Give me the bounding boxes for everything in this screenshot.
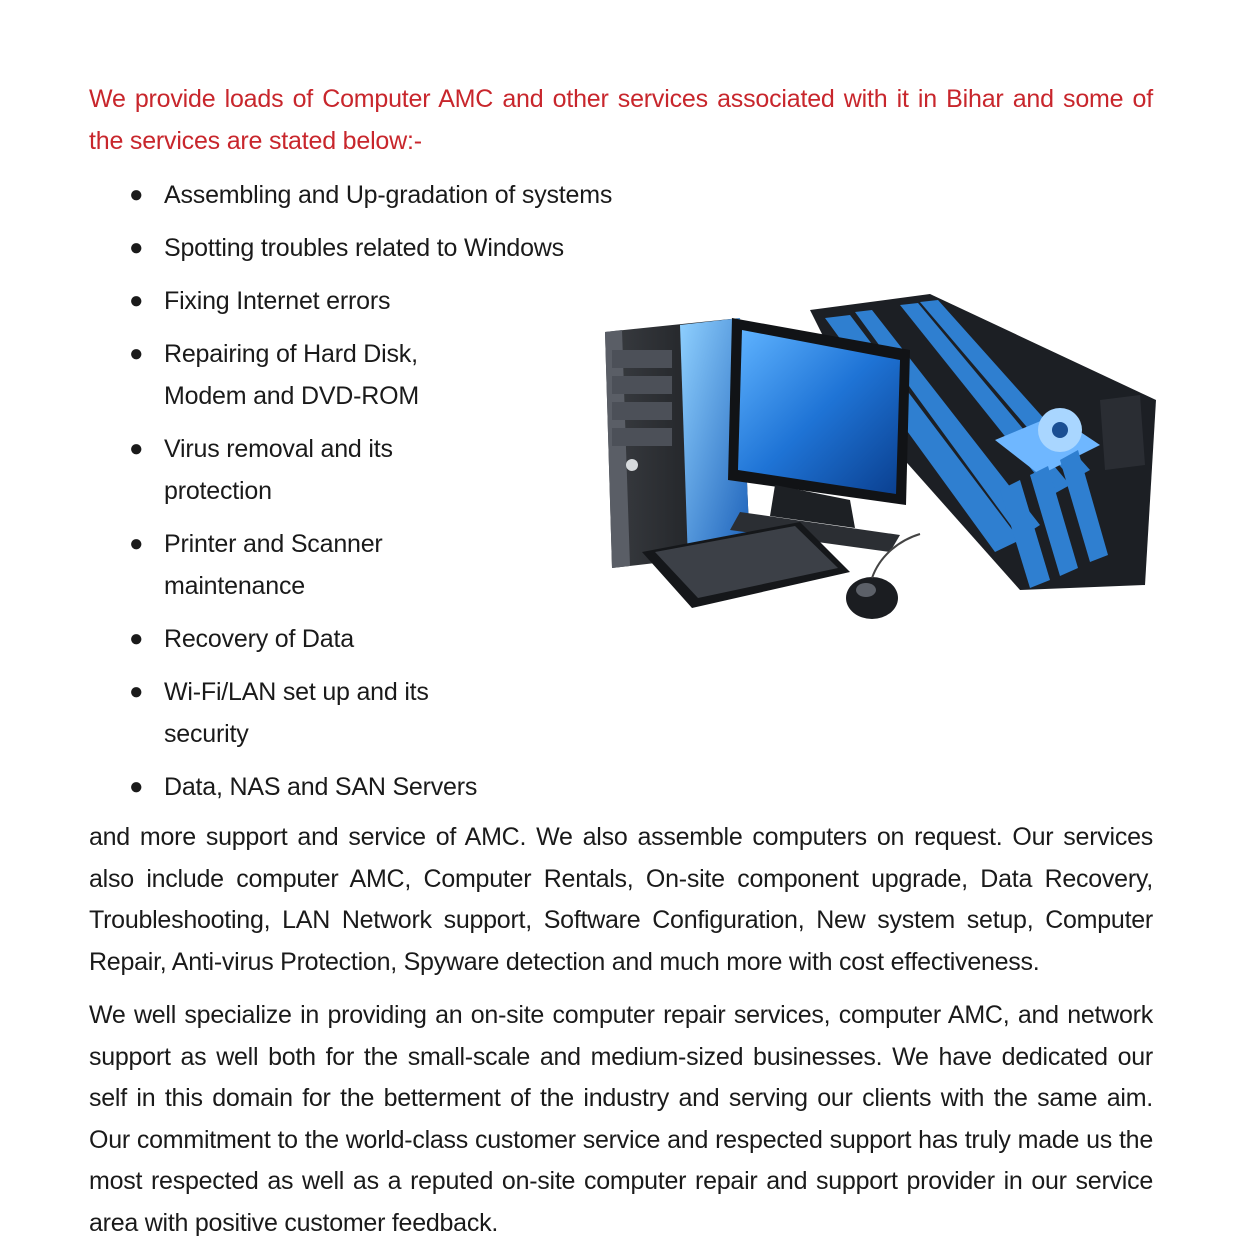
computer-tower [605, 318, 750, 568]
list-item: ● Spotting troubles related to Windows [89, 227, 1153, 269]
bullet-icon: ● [129, 287, 144, 314]
specialization-paragraph: We well specialize in providing an on-site computer repair services, computer AMC, and network support as well both for the small-scale and medium-sized businesses. We have dedicated our self in this domain for the betterment of the industry and serving our clients with the same aim. Our commitment to the world-class customer service and respected support has truly made us the most respected as well as a reputed on-site computer repair and support provider in our service area with positive customer feedback. [89, 1001, 1153, 1237]
list-item: ● Repairing of Hard Disk, Modem and DVD-ROM [89, 333, 1153, 417]
list-item: ● Printer and Scanner maintenance [89, 523, 1153, 607]
list-item: ● Data, NAS and SAN Servers [89, 766, 1153, 808]
monitor [728, 318, 910, 552]
bullet-icon: ● [129, 435, 144, 462]
bullet-icon: ● [129, 234, 144, 261]
intro-text: We provide loads of Computer AMC and other services associated with it in Bihar and some of the services are stated below:- [89, 85, 1153, 155]
desktop-computer-with-motherboard-icon [600, 290, 1156, 630]
bullet-icon: ● [129, 530, 144, 557]
bullet-icon: ● [129, 340, 144, 367]
services-paragraph: and more support and service of AMC. We also assemble computers on request. Our services also include computer AMC, Computer Rentals, On-site component upgrade, Data Recovery, Troubleshooting, LAN Network support, Software Configuration, New system setup, Computer Repair, Anti-virus Protection, Spyware detection and much more with cost effectiveness. [89, 823, 1153, 976]
bullet-icon: ● [129, 773, 144, 800]
list-item: ● Fixing Internet errors [89, 280, 1153, 322]
bullet-icon: ● [129, 181, 144, 208]
list-item: ● Assembling and Up-gradation of systems [89, 174, 1153, 216]
list-item: ● Recovery of Data [89, 618, 1153, 660]
bullet-icon: ● [129, 625, 144, 652]
list-item: ● Wi-Fi/LAN set up and its security [89, 671, 1153, 755]
page-content [89, 78, 1153, 1256]
list-item: ● Virus removal and its protection [89, 428, 1153, 512]
bullet-icon: ● [129, 678, 144, 705]
